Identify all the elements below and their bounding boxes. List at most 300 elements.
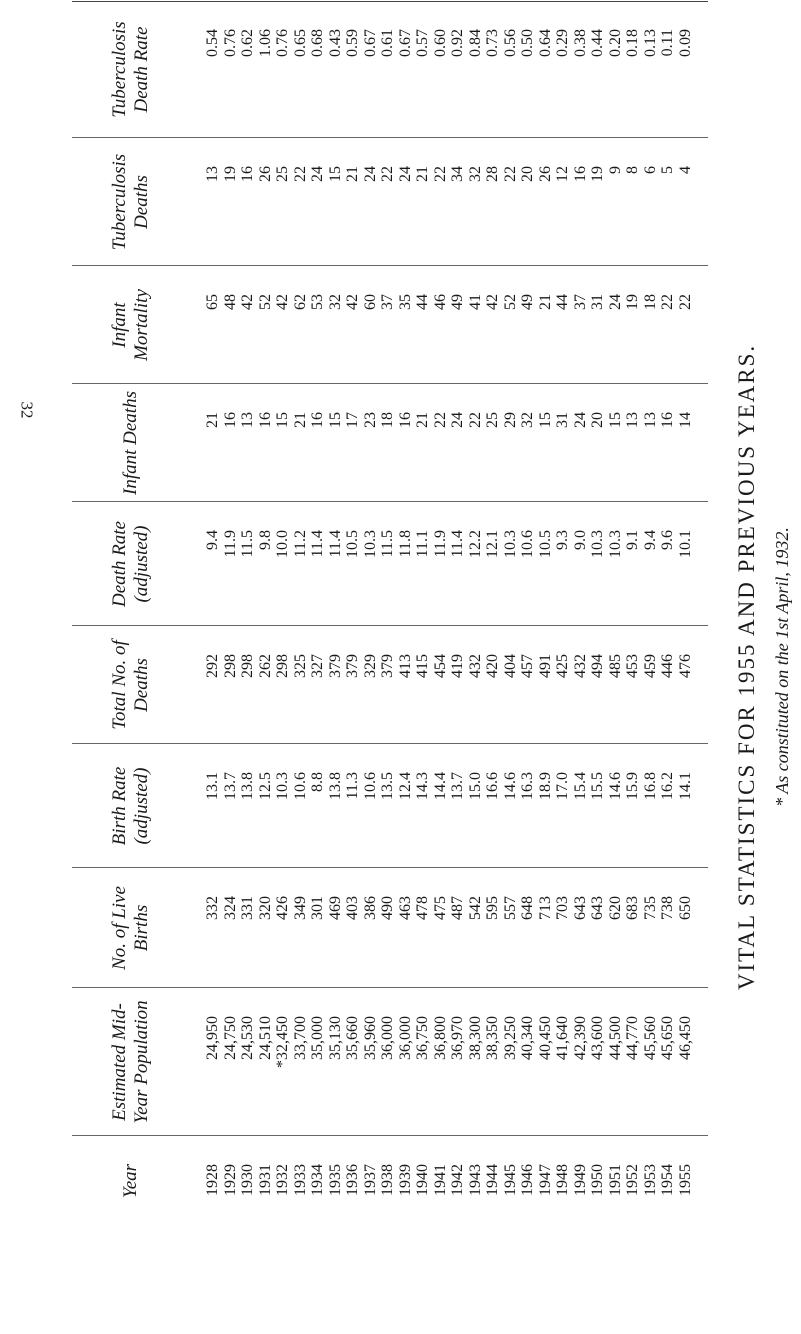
table-cell: 1943 [466, 1164, 484, 1196]
table-cell: 0.54 [204, 29, 221, 57]
table-cell: 11.5 [379, 530, 396, 558]
table-cell: 22 [466, 412, 484, 428]
column-tb-rate [190, 29, 708, 138]
table-cell: 10.6 [519, 530, 536, 558]
table-cell: 22 [659, 294, 676, 310]
table-cell: 45,560 [641, 1016, 659, 1060]
table-cell: 1937 [361, 1164, 379, 1196]
table-cell: 475 [431, 896, 449, 920]
table-cell: 19 [221, 166, 239, 182]
table-cell: 301 [309, 896, 326, 920]
table-cell: 10.3 [589, 530, 606, 558]
table-cell: 1929 [221, 1164, 239, 1196]
table-cell: 14 [676, 412, 694, 428]
table-cell: 1955 [676, 1164, 694, 1196]
table-cell: 476 [676, 654, 694, 678]
table-cell: 379 [344, 654, 361, 678]
table-cell: 15 [606, 412, 624, 428]
table-cell: 18 [641, 294, 659, 310]
column-header-tb-rate: Tuberculosis Death Rate [109, 21, 152, 118]
table-cell: 18.9 [536, 772, 554, 800]
table-cell: 13.8 [239, 772, 256, 800]
table-cell: 11.4 [326, 530, 344, 558]
table-cell: 454 [431, 654, 449, 678]
table-cell: 36,000 [396, 1016, 414, 1060]
table-cell: 20 [519, 166, 536, 182]
table-cell: 1935 [326, 1164, 344, 1196]
table-cell: 21 [536, 294, 554, 310]
table-cell: 0.11 [659, 29, 676, 57]
column-divider [72, 987, 708, 988]
table-cell: 9.0 [571, 530, 589, 550]
table-cell: 0.57 [414, 29, 431, 57]
table-cell: 298 [274, 654, 291, 678]
table-cell: 432 [571, 654, 589, 678]
table-cell: 349 [291, 896, 309, 920]
table-cell: 43,600 [589, 1016, 606, 1060]
table-cell: 643 [589, 896, 606, 920]
table-cell: 403 [344, 896, 361, 920]
table-cell: 37 [379, 294, 396, 310]
column-infant-deaths [190, 412, 708, 502]
table-cell: 14.6 [501, 772, 519, 800]
table-cell: 53 [309, 294, 326, 310]
table-cell: 426 [274, 896, 291, 920]
table-cell: 12 [554, 166, 571, 182]
table-border [72, 1, 708, 2]
table-cell: 38,350 [484, 1016, 501, 1060]
table-cell: 419 [449, 654, 466, 678]
column-birth-rate [190, 772, 708, 868]
table-cell: 24 [606, 294, 624, 310]
column-divider [72, 501, 708, 502]
table-cell: 9.6 [659, 530, 676, 550]
table-cell: 1938 [379, 1164, 396, 1196]
table-cell: 0.76 [221, 29, 239, 57]
table-cell: 1944 [484, 1164, 501, 1196]
table-cell: 18 [379, 412, 396, 428]
table-cell: 13.8 [326, 772, 344, 800]
table-cell: 453 [624, 654, 641, 678]
table-cell: 648 [519, 896, 536, 920]
table-cell: 10.3 [361, 530, 379, 558]
table-cell: 379 [379, 654, 396, 678]
table-cell: 21 [291, 412, 309, 428]
table-cell: 35,130 [326, 1016, 344, 1060]
table-cell: 1934 [309, 1164, 326, 1196]
column-population [190, 1016, 708, 1136]
table-cell: 0.56 [501, 29, 519, 57]
table-cell: 16 [659, 412, 676, 428]
table-cell: 1933 [291, 1164, 309, 1196]
table-cell: 11.9 [221, 530, 239, 558]
table-cell: 1940 [414, 1164, 431, 1196]
table-cell: 13.5 [379, 772, 396, 800]
table-cell: 24,510 [256, 1016, 274, 1060]
table-cell: 1939 [396, 1164, 414, 1196]
table-cell: 22 [431, 412, 449, 428]
table-cell: 0.67 [361, 29, 379, 57]
table-cell: 42 [239, 294, 256, 310]
table-cell: 44,770 [624, 1016, 641, 1060]
table-cell: 16 [571, 166, 589, 182]
table-cell: 15 [326, 412, 344, 428]
table-cell: 11.1 [414, 530, 431, 558]
table-cell: 446 [659, 654, 676, 678]
table-cell: 332 [204, 896, 221, 920]
table-cell: 16 [309, 412, 326, 428]
table-cell: 459 [641, 654, 659, 678]
table-cell: 0.73 [484, 29, 501, 57]
table-cell: 478 [414, 896, 431, 920]
table-cell: 15 [274, 412, 291, 428]
table-cell: 12.2 [466, 530, 484, 558]
table-cell: 15.9 [624, 772, 641, 800]
column-deaths [190, 654, 708, 744]
table-cell: 415 [414, 654, 431, 678]
column-header-live-births: No. of Live Births [109, 886, 152, 970]
table-cell: 23 [361, 412, 379, 428]
table-cell: 22 [291, 166, 309, 182]
table-cell: 683 [624, 896, 641, 920]
table-cell: 1948 [554, 1164, 571, 1196]
table-cell: 0.67 [396, 29, 414, 57]
table-cell: 420 [484, 654, 501, 678]
table-cell: 0.92 [449, 29, 466, 57]
table-cell: 41 [466, 294, 484, 310]
table-cell: 17 [344, 412, 361, 428]
table-cell: 25 [484, 412, 501, 428]
table-cell: 0.61 [379, 29, 396, 57]
table-cell: 9.4 [641, 530, 659, 550]
column-header-infant-deaths: Infant Deaths [120, 391, 141, 495]
table-cell: 44 [414, 294, 431, 310]
table-cell: 386 [361, 896, 379, 920]
column-header-tb-deaths: Tuberculosis Deaths [109, 153, 152, 251]
table-cell: 13 [239, 412, 256, 428]
table-cell: 36,000 [379, 1016, 396, 1060]
table-cell: 13 [624, 412, 641, 428]
table-cell: 0.09 [676, 29, 694, 57]
table-cell: 0.50 [519, 29, 536, 57]
table-cell: 21 [344, 166, 361, 182]
table-cell: 487 [449, 896, 466, 920]
table-cell: 16 [221, 412, 239, 428]
table-cell: 0.64 [536, 29, 554, 57]
table-cell: 44 [554, 294, 571, 310]
table-cell: 39,250 [501, 1016, 519, 1060]
table-cell: 46 [431, 294, 449, 310]
table-cell: 490 [379, 896, 396, 920]
column-divider [72, 625, 708, 626]
table-cell: 36,970 [449, 1016, 466, 1060]
table-cell: 0.38 [571, 29, 589, 57]
table-cell: 0.18 [624, 29, 641, 57]
table-cell: 10.3 [606, 530, 624, 558]
table-cell: 31 [554, 412, 571, 428]
column-divider [72, 383, 708, 384]
table-cell: 457 [519, 654, 536, 678]
table-cell: 35,660 [344, 1016, 361, 1060]
table-cell: 0.29 [554, 29, 571, 57]
table-cell: 11.9 [431, 530, 449, 558]
table-cell: 10.5 [344, 530, 361, 558]
table-cell: 1950 [589, 1164, 606, 1196]
table-cell: 35,000 [309, 1016, 326, 1060]
table-cell: 49 [449, 294, 466, 310]
table-cell: 32 [466, 166, 484, 182]
column-year [190, 1164, 708, 1226]
table-cell: 298 [221, 654, 239, 678]
table-cell: 16 [239, 166, 256, 182]
table-cell: 1947 [536, 1164, 554, 1196]
table-cell: 12.5 [256, 772, 274, 800]
table-cell: 44,500 [606, 1016, 624, 1060]
table-cell: 432 [466, 654, 484, 678]
table-cell: 9 [606, 166, 624, 174]
table-cell: 379 [326, 654, 344, 678]
table-cell: 0.68 [309, 29, 326, 57]
table-cell: 331 [239, 896, 256, 920]
table-cell: 28 [484, 166, 501, 182]
table-cell: 10.3 [274, 772, 291, 800]
table-cell: 10.6 [361, 772, 379, 800]
table-cell: 32 [326, 294, 344, 310]
table-cell: 8 [624, 166, 641, 174]
table-cell: 1936 [344, 1164, 361, 1196]
table-cell: 26 [536, 166, 554, 182]
table-cell: 40,340 [519, 1016, 536, 1060]
table-cell: 52 [501, 294, 519, 310]
table-cell: 62 [291, 294, 309, 310]
column-death-rate [190, 530, 708, 626]
table-cell: 298 [239, 654, 256, 678]
table-cell: 21 [414, 412, 431, 428]
column-divider [72, 743, 708, 744]
table-cell: 1949 [571, 1164, 589, 1196]
table-cell: 37 [571, 294, 589, 310]
table-cell: 15.0 [466, 772, 484, 800]
table-cell: 8.8 [309, 772, 326, 792]
table-cell: 11.3 [344, 772, 361, 800]
table-cell: 1953 [641, 1164, 659, 1196]
table-cell: 16 [396, 412, 414, 428]
table-cell: 542 [466, 896, 484, 920]
table-cell: 1952 [624, 1164, 641, 1196]
table-cell: 0.60 [431, 29, 449, 57]
table-cell: 22 [379, 166, 396, 182]
table-cell: 15.4 [571, 772, 589, 800]
table-cell: 557 [501, 896, 519, 920]
table-cell: 6 [641, 166, 659, 174]
table-cell: 1941 [431, 1164, 449, 1196]
table-cell: 324 [221, 896, 239, 920]
table-header [72, 1, 190, 1226]
table-cell: 20 [589, 412, 606, 428]
table-cell: 13 [204, 166, 221, 182]
table-cell: 12.4 [396, 772, 414, 800]
table-cell: 13.7 [221, 772, 239, 800]
table-cell: 25 [274, 166, 291, 182]
table-cell: 12.1 [484, 530, 501, 558]
table-cell: 32 [519, 412, 536, 428]
table-cell: 327 [309, 654, 326, 678]
table-cell: 10.0 [274, 530, 291, 558]
table-cell: 24 [571, 412, 589, 428]
table-cell: 9.4 [204, 530, 221, 550]
table-cell: 42,390 [571, 1016, 589, 1060]
column-header-birth-rate: Birth Rate (adjusted) [109, 766, 152, 846]
table-cell: 16.2 [659, 772, 676, 800]
table-cell: 0.62 [239, 29, 256, 57]
table-cell: 262 [256, 654, 274, 678]
table-cell: 10.6 [291, 772, 309, 800]
table-cell: 19 [624, 294, 641, 310]
table-cell: 19 [589, 166, 606, 182]
table-cell: 0.59 [344, 29, 361, 57]
table-cell: 41,640 [554, 1016, 571, 1060]
table-cell: 1932 [274, 1164, 291, 1196]
table-cell: 29 [501, 412, 519, 428]
table-cell: 22 [676, 294, 694, 310]
table-cell: 40,450 [536, 1016, 554, 1060]
table-cell: 17.0 [554, 772, 571, 800]
table-cell: 14.3 [414, 772, 431, 800]
table-cell: 22 [431, 166, 449, 182]
table-cell: 738 [659, 896, 676, 920]
table-cell: 11.8 [396, 530, 414, 558]
table-cell: 320 [256, 896, 274, 920]
table-cell: 33,700 [291, 1016, 309, 1060]
column-divider [72, 1135, 708, 1136]
statistics-table [72, 1, 708, 1226]
table-cell: 0.43 [326, 29, 344, 57]
table-cell: 15.5 [589, 772, 606, 800]
table-cell: 11.2 [291, 530, 309, 558]
column-header-population: Estimated Mid-Year Population [109, 1000, 152, 1124]
table-cell: 52 [256, 294, 274, 310]
table-cell: 0.84 [466, 29, 484, 57]
table-cell: 45,650 [659, 1016, 676, 1060]
table-cell: 16 [256, 412, 274, 428]
table-cell: 329 [361, 654, 379, 678]
table-cell: 643 [571, 896, 589, 920]
table-cell: 1931 [256, 1164, 274, 1196]
page-number: 32 [17, 401, 37, 419]
table-cell: 24 [396, 166, 414, 182]
table-cell: 34 [449, 166, 466, 182]
table-cell: 0.20 [606, 29, 624, 57]
column-divider [72, 137, 708, 138]
table-cell: 36,800 [431, 1016, 449, 1060]
table-cell: 13 [641, 412, 659, 428]
table-cell: 26 [256, 166, 274, 182]
table-cell: 13.7 [449, 772, 466, 800]
table-cell: 494 [589, 654, 606, 678]
table-cell: 9.3 [554, 530, 571, 550]
table-cell: 11.5 [239, 530, 256, 558]
table-cell: 16.6 [484, 772, 501, 800]
table-cell: 24,950 [204, 1016, 221, 1060]
table-cell: 620 [606, 896, 624, 920]
table-cell: 4 [676, 166, 694, 174]
table-cell: 65 [204, 294, 221, 310]
table-cell: 22 [501, 166, 519, 182]
table-cell: 21 [414, 166, 431, 182]
table-cell: 9.1 [624, 530, 641, 550]
table-cell: 13.1 [204, 772, 221, 800]
footnote: * As constituted on the 1st April, 1932. [772, 527, 792, 807]
column-divider [72, 867, 708, 868]
table-cell: 10.5 [536, 530, 554, 558]
table-cell: 1930 [239, 1164, 256, 1196]
table-cell: 14.1 [676, 772, 694, 800]
column-header-death-rate: Death Rate (adjusted) [109, 521, 152, 608]
table-cell: 9.8 [256, 530, 274, 550]
table-cell: 1951 [606, 1164, 624, 1196]
table-cell: 11.4 [309, 530, 326, 558]
column-live-births [190, 896, 708, 988]
table-cell: 1.06 [256, 29, 274, 57]
table-cell: 0.44 [589, 29, 606, 57]
table-cell: 21 [204, 412, 221, 428]
table-cell: 24 [361, 166, 379, 182]
table-cell: 35,960 [361, 1016, 379, 1060]
table-cell: 16.8 [641, 772, 659, 800]
table-cell: 42 [274, 294, 291, 310]
table-cell: 15 [536, 412, 554, 428]
table-cell: *32,450 [274, 1016, 291, 1068]
column-header-year: Year [120, 1163, 141, 1199]
table-cell: 0.76 [274, 29, 291, 57]
table-cell: 0.13 [641, 29, 659, 57]
table-cell: 1945 [501, 1164, 519, 1196]
table-cell: 1942 [449, 1164, 466, 1196]
table-cell: 49 [519, 294, 536, 310]
table-cell: 413 [396, 654, 414, 678]
table-cell: 11.4 [449, 530, 466, 558]
table-cell: 48 [221, 294, 239, 310]
column-divider [72, 265, 708, 266]
table-cell: 469 [326, 896, 344, 920]
table-cell: 42 [344, 294, 361, 310]
table-cell: 1928 [204, 1164, 221, 1196]
table-cell: 24,750 [221, 1016, 239, 1060]
table-cell: 10.1 [676, 530, 694, 558]
table-cell: 1946 [519, 1164, 536, 1196]
table-cell: 60 [361, 294, 379, 310]
table-cell: 404 [501, 654, 519, 678]
table-cell: 595 [484, 896, 501, 920]
table-cell: 24,530 [239, 1016, 256, 1060]
table-cell: 15 [326, 166, 344, 182]
table-cell: 24 [449, 412, 466, 428]
column-infant-mortality [190, 294, 708, 384]
page-title: VITAL STATISTICS FOR 1955 AND PREVIOUS YEARS. [734, 343, 759, 991]
table-cell: 485 [606, 654, 624, 678]
table-cell: 0.65 [291, 29, 309, 57]
table-body [190, 1, 708, 1226]
table-cell: 16.3 [519, 772, 536, 800]
table-cell: 425 [554, 654, 571, 678]
table-cell: 5 [659, 166, 676, 174]
table-cell: 713 [536, 896, 554, 920]
table-cell: 10.3 [501, 530, 519, 558]
table-cell: 292 [204, 654, 221, 678]
table-cell: 325 [291, 654, 309, 678]
table-cell: 38,300 [466, 1016, 484, 1060]
table-cell: 463 [396, 896, 414, 920]
